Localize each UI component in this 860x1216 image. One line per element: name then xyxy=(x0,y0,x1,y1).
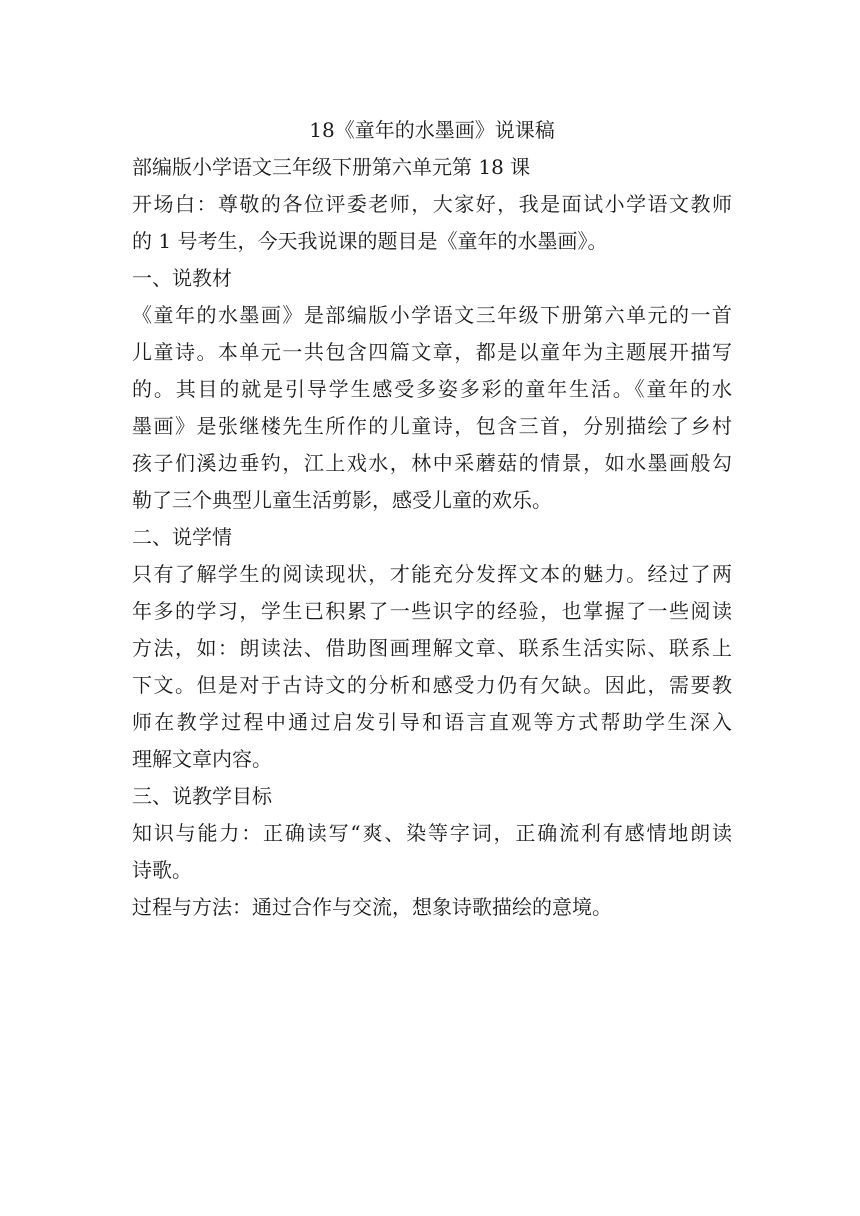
section-heading: 三、说教学目标 xyxy=(132,784,272,808)
paragraph-line: 诗歌。 xyxy=(132,858,192,882)
paragraph-line: 儿童诗。本单元一共包含四篇文章，都是以童年为主题展开描写 xyxy=(132,340,732,364)
paragraph-line: 年多的学习，学生已积累了一些识字的经验，也掌握了一些阅读 xyxy=(132,599,732,623)
paragraph-line: 方法，如：朗读法、借助图画理解文章、联系生活实际、联系上 xyxy=(132,636,732,660)
paragraph-line: 的。其目的就是引导学生感受多姿多彩的童年生活。《童年的水 xyxy=(132,377,732,401)
document-title: 18《童年的水墨画》说课稿 xyxy=(309,118,555,142)
paragraph-line: 《童年的水墨画》是部编版小学语文三年级下册第六单元的一首 xyxy=(132,303,732,327)
paragraph-line: 开场白：尊敬的各位评委老师，大家好，我是面试小学语文教师 xyxy=(132,192,732,216)
paragraph-line: 下文。但是对于古诗文的分析和感受力仍有欠缺。因此，需要教 xyxy=(132,673,732,697)
paragraph-line: 师在教学过程中通过启发引导和语言直观等方式帮助学生深入 xyxy=(132,710,732,734)
paragraph-line: 的 1 号考生，今天我说课的题目是《童年的水墨画》。 xyxy=(132,229,608,253)
paragraph-line: 墨画》是张继楼先生所作的儿童诗，包含三首，分别描绘了乡村 xyxy=(132,414,732,438)
document-body xyxy=(132,112,732,926)
paragraph-line: 只有了解学生的阅读现状，才能充分发挥文本的魅力。经过了两 xyxy=(132,562,732,586)
paragraph-line: 孩子们溪边垂钓，江上戏水，林中采蘑菇的情景，如水墨画般勾 xyxy=(132,451,732,475)
paragraph-line: 勒了三个典型儿童生活剪影，感受儿童的欢乐。 xyxy=(132,488,552,512)
subtitle-line: 部编版小学语文三年级下册第六单元第 18 课 xyxy=(132,155,531,179)
paragraph-line: 知识与能力：正确读写“爽、染等字词，正确流利有感情地朗读 xyxy=(132,821,732,845)
section-heading: 一、说教材 xyxy=(132,266,232,290)
paragraph-line: 过程与方法：通过合作与交流，想象诗歌描绘的意境。 xyxy=(132,895,612,919)
paragraph-line: 理解文章内容。 xyxy=(132,747,272,771)
section-heading: 二、说学情 xyxy=(132,525,232,549)
